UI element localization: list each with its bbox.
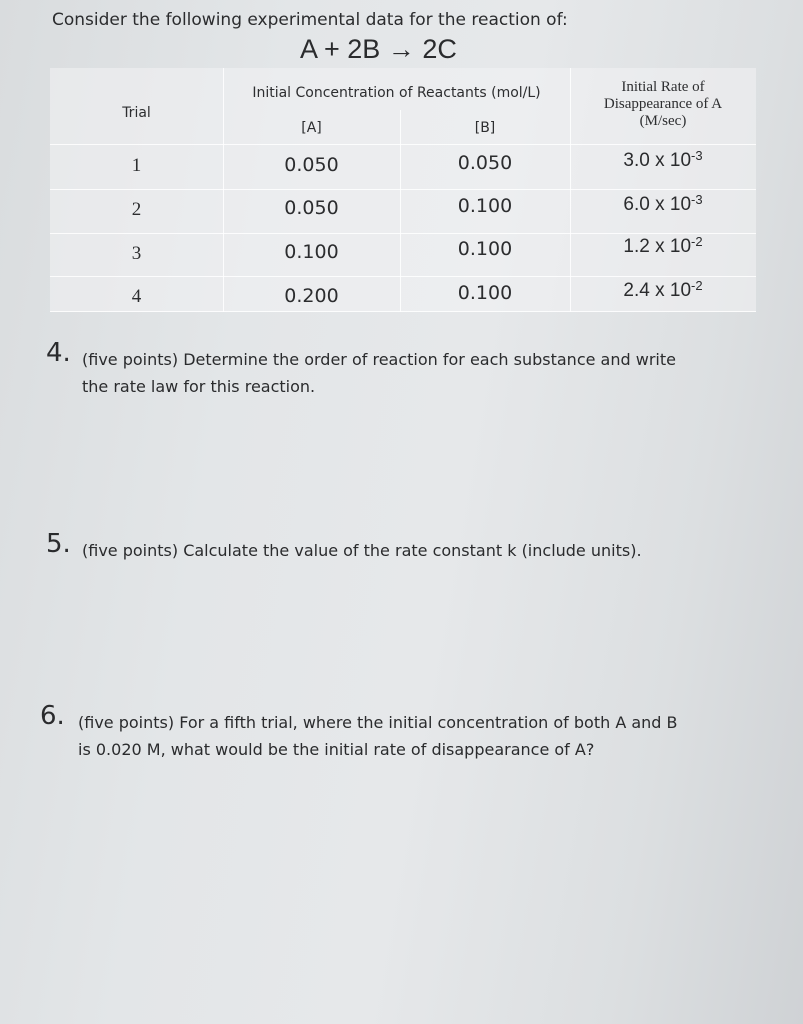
rate-mantissa: 1.2 x 10 [623, 236, 692, 257]
header-trial: Trial [122, 105, 151, 121]
question-number: 6. [40, 701, 65, 731]
question-text-line2: is 0.020 M, what would be the initial rate of disappearance of A? [78, 740, 595, 759]
table-cell-rate [570, 148, 756, 172]
rate-mantissa: 6.0 x 10 [623, 194, 692, 215]
table-cell-b: 0.100 [457, 238, 513, 260]
question-number: 4. [46, 338, 71, 368]
table-cell-b: 0.100 [457, 282, 513, 304]
table-cell-rate [570, 278, 756, 302]
table-divider [50, 189, 756, 190]
rate-mantissa: 3.0 x 10 [623, 150, 692, 171]
header-rate [570, 79, 756, 130]
table-cell-a: 0.100 [284, 241, 339, 263]
table-cell-trial: 1 [131, 155, 142, 176]
table-cell-trial: 4 [131, 286, 142, 307]
reaction-equation: A + 2B → 2C [300, 34, 457, 64]
table-cell-rate [570, 234, 756, 258]
rate-exponent: -3 [691, 192, 703, 207]
header-b: [B] [474, 120, 496, 136]
table-cell-trial: 2 [131, 199, 142, 220]
table-cell-a: 0.200 [284, 285, 339, 307]
table-cell-a: 0.050 [284, 154, 339, 176]
header-concentration: Initial Concentration of Reactants (mol/L) [252, 85, 541, 101]
rate-exponent: -2 [691, 278, 703, 293]
header-a: [A] [301, 120, 322, 136]
table-cell-a: 0.050 [284, 197, 339, 219]
data-table [50, 68, 756, 312]
question-text-line1: (five points) Calculate the value of the rate constant k (include units). [82, 541, 642, 560]
table-divider [50, 311, 756, 312]
table-cell-b: 0.100 [457, 195, 513, 217]
table-divider [50, 276, 756, 277]
question-number: 5. [46, 529, 71, 559]
intro-text: Consider the following experimental data for the reaction of: [52, 10, 568, 30]
rate-exponent: -3 [691, 148, 703, 163]
question-text-line1: (five points) Determine the order of reaction for each substance and write [82, 350, 676, 369]
table-cell-rate [570, 192, 756, 216]
question-text-line1: (five points) For a fifth trial, where the initial concentration of both A and B [78, 713, 678, 732]
header-rate-line3: (M/sec) [639, 113, 687, 129]
header-rate-line2: Disappearance of A [603, 96, 723, 112]
question-text-line2: the rate law for this reaction. [82, 377, 316, 396]
header-rate-line1: Initial Rate of [621, 79, 705, 95]
table-cell-trial: 3 [131, 243, 142, 264]
table-divider [50, 144, 756, 145]
rate-mantissa: 2.4 x 10 [623, 280, 692, 301]
rate-exponent: -2 [691, 234, 703, 249]
table-divider [223, 68, 224, 312]
table-cell-b: 0.050 [457, 152, 513, 174]
